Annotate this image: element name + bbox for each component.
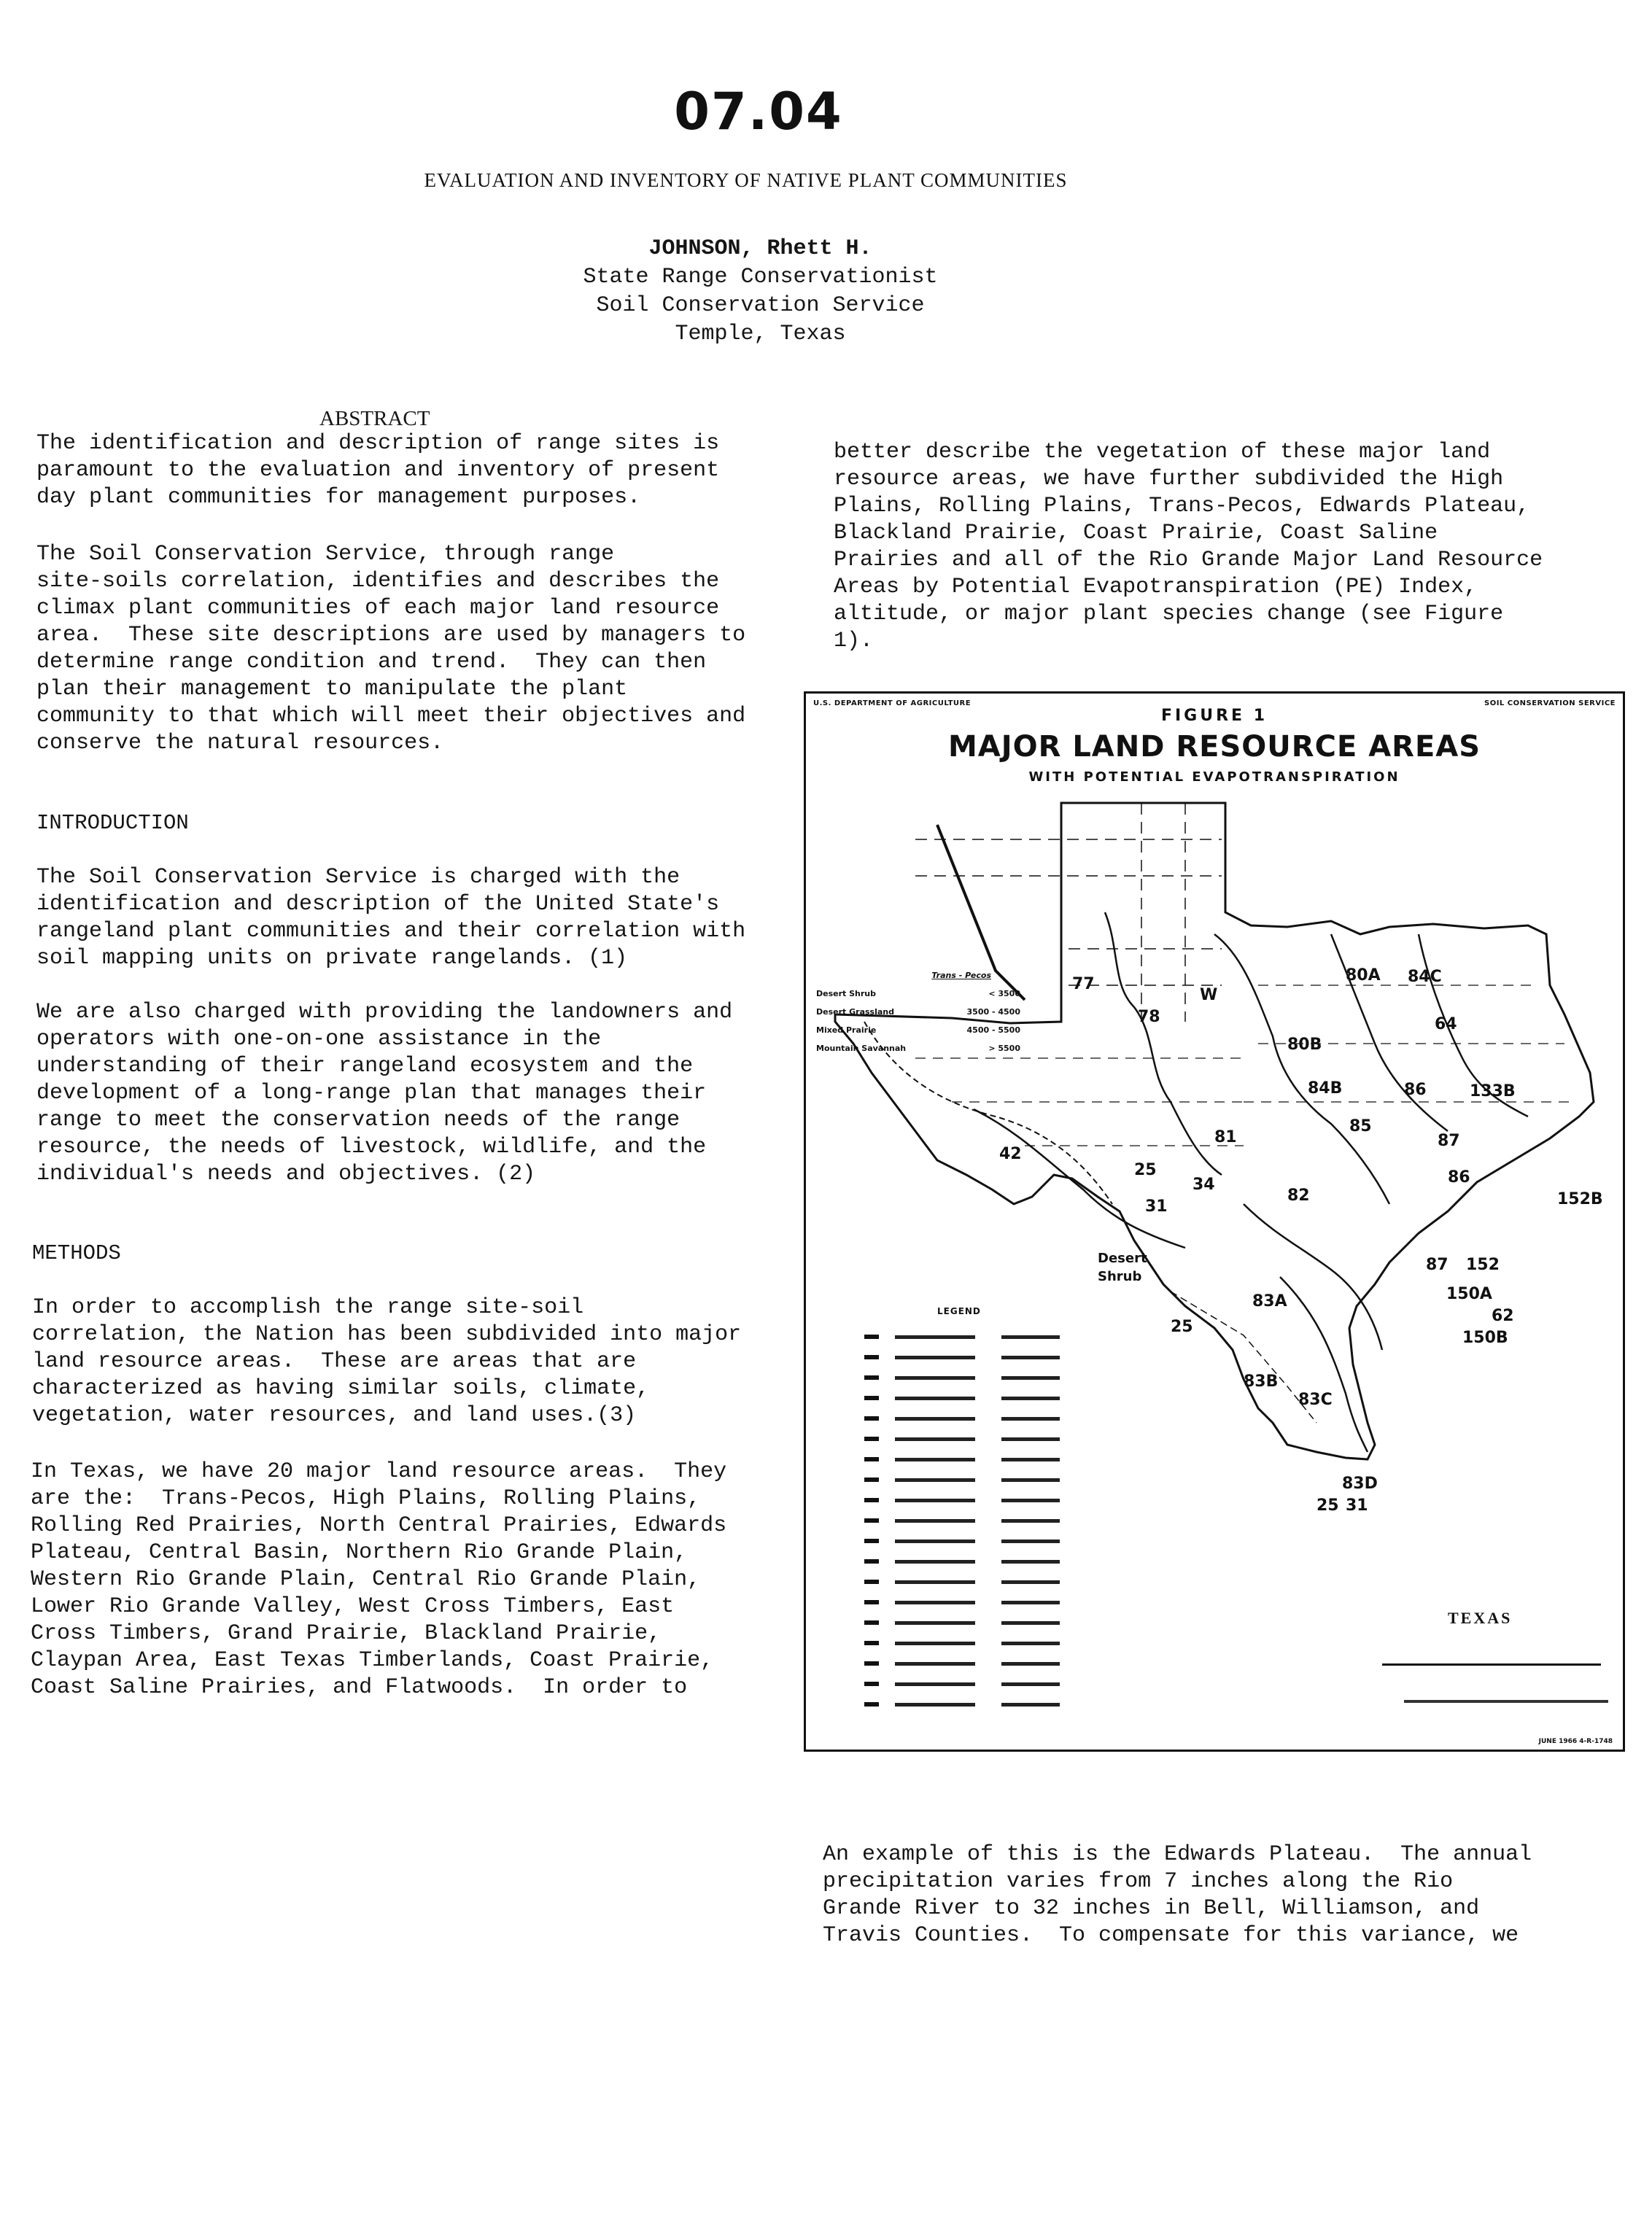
legend-row [850,1347,1069,1367]
text-line: Rolling Red Prairies, North Central Prairies, Edwards [31,1513,727,1538]
author-agency: Soil Conservation Service [596,293,925,318]
pe-row-range: 3500 - 4500 [966,1007,1020,1017]
figure-header-right: SOIL CONSERVATION SERVICE [1484,699,1616,707]
pe-legend [816,971,1020,1053]
abstract-heading: ABSTRACT [319,407,430,430]
text-line: Coast Saline Prairies, and Flatwoods. In order to [31,1675,688,1700]
area-label: 150A [1446,1285,1492,1303]
figure-date: JUNE 1966 4-R-1748 [1538,1738,1613,1745]
area-label: 150B [1462,1329,1508,1347]
text-line: day plant communities for management purposes. [36,485,641,510]
area-label: 80B [1287,1036,1322,1054]
area-label: 82 [1287,1187,1310,1205]
document-number: 07.04 [674,82,843,141]
pe-legend-title: Trans - Pecos [931,971,991,980]
figure-footer-marks [1404,1700,1608,1703]
text-line: better describe the vegetation of these major land [834,440,1491,465]
area-label: 31 [1145,1197,1168,1216]
figure-1 [804,691,1625,1752]
text-line: climax plant communities of each major land resource [36,596,720,621]
methods-paragraph-2 [31,1459,767,1701]
area-label: 80A [1346,966,1381,985]
area-label: 84B [1308,1079,1343,1098]
pe-legend-row [816,1007,1020,1017]
figure-label: FIGURE 1 [1160,707,1268,725]
figure-title: MAJOR LAND RESOURCE AREAS [947,730,1481,764]
pe-row-name: Desert Shrub [816,989,876,998]
area-label: W [1200,986,1218,1004]
legend-row [850,1510,1069,1531]
pe-legend-row [816,1025,1020,1035]
pe-row-name: Mixed Prairie [816,1025,877,1035]
area-label: 133B [1470,1082,1516,1100]
text-line: resource areas, we have further subdivided the High [834,467,1504,492]
area-label: 25 [1134,1161,1157,1179]
pe-legend-row [816,989,1020,998]
legend-row [850,1531,1069,1551]
text-line: The Soil Conservation Service is charged with the [36,865,680,890]
pe-row-range: > 5500 [988,1044,1020,1053]
text-line: resource, the needs of livestock, wildlife, and the [36,1135,707,1160]
legend-row [850,1449,1069,1469]
text-line: In order to accomplish the range site-soil [32,1295,584,1320]
text-line: Plateau, Central Basin, Northern Rio Grande Plain, [31,1540,688,1565]
boundary-line [1280,1277,1368,1452]
text-line: Prairies and all of the Rio Grande Major Land Resource [834,548,1543,572]
abstract-paragraph-1 [36,430,773,511]
state-name: TEXAS [1448,1609,1513,1627]
methods-paragraph-1 [32,1294,769,1429]
author-name: JOHNSON, Rhett H. [648,236,872,261]
text-line: determine range condition and trend. They can then [36,650,707,675]
author-position: State Range Conservationist [583,265,938,290]
text-line: altitude, or major plant species change (see Figure [834,602,1504,626]
boundary-line [1141,803,1185,1022]
area-label: 85 [1349,1117,1372,1135]
text-line: identification and description of the United State's [36,892,720,917]
introduction-paragraph-2 [36,999,773,1188]
text-line: Plains, Rolling Plains, Trans-Pecos, Edwards Plateau, [834,494,1530,519]
text-line: 1). [834,629,874,653]
legend-row [850,1551,1069,1572]
legend-row [850,1367,1069,1388]
abstract-paragraph-2 [36,541,773,757]
text-line: An example of this is the Edwards Plateau. The annual [823,1842,1532,1867]
legend-row [850,1408,1069,1429]
author-block [0,235,1521,349]
text-line: site-soils correlation, identifies and describes the [36,569,720,594]
area-label: 86 [1448,1168,1470,1187]
text-line: community to that which will meet their objectives and [36,704,746,729]
boundary-line [915,839,1222,985]
legend-row [850,1469,1069,1490]
figure-subtitle: WITH POTENTIAL EVAPOTRANSPIRATION [1028,769,1400,785]
text-line: individual's needs and objectives. (2) [36,1162,536,1187]
text-line: conserve the natural resources. [36,731,444,756]
pe-legend-row [816,1044,1020,1053]
pe-row-range: < 3500 [988,989,1020,998]
author-location: Temple, Texas [675,322,846,346]
legend-row [850,1388,1069,1408]
text-line: are the: Trans-Pecos, High Plains, Rolling Plains, [31,1486,701,1511]
map-legend [850,1306,1069,1715]
text-line: The Soil Conservation Service, through range [36,542,615,567]
text-line: characterized as having similar soils, climate, [32,1376,650,1401]
legend-row [850,1572,1069,1592]
text-line: Blackland Prairie, Coast Prairie, Coast Saline [834,521,1438,545]
pe-row-name: Desert Grassland [816,1007,894,1017]
area-label: 77 [1072,975,1095,993]
text-line: In Texas, we have 20 major land resource areas. They [31,1459,727,1484]
text-line: area. These site descriptions are used by managers to [36,623,746,648]
right-paragraph-2 [823,1841,1559,1949]
boundary-line [1105,912,1222,1175]
text-line: soil mapping units on private rangelands. (1) [36,946,628,971]
paper-title: EVALUATION AND INVENTORY OF NATIVE PLANT COMMUNITIES [424,169,1068,191]
area-label: 64 [1435,1015,1457,1033]
area-label: 152 [1466,1256,1500,1274]
area-label: 78 [1138,1008,1160,1026]
methods-heading: METHODS [32,1241,121,1265]
area-label: 86 [1404,1081,1427,1099]
scale-bar [1382,1663,1601,1666]
text-line: precipitation varies from 7 inches along the Rio [823,1869,1454,1894]
introduction-heading: INTRODUCTION [36,811,189,835]
legend-row [850,1327,1069,1347]
legend-row [850,1694,1069,1715]
area-label: 25 [1316,1496,1339,1515]
area-label: 25 [1171,1318,1193,1336]
legend-row [850,1612,1069,1633]
text-line: operators with one-on-one assistance in the [36,1027,602,1052]
text-line: understanding of their rangeland ecosystem and the [36,1054,694,1079]
text-line: Lower Rio Grande Valley, West Cross Timbers, East [31,1594,675,1619]
area-label: 84C [1408,968,1442,986]
legend-row [850,1674,1069,1694]
text-line: rangeland plant communities and their correlation with [36,919,746,944]
text-line: Claypan Area, East Texas Timberlands, Coast Prairie, [31,1648,714,1673]
text-line: land resource areas. These are areas that are [32,1349,637,1374]
area-label: 42 [999,1145,1022,1163]
boundary-line [1244,1204,1382,1350]
area-label: 62 [1492,1307,1514,1325]
legend-row [850,1429,1069,1449]
text-line: Western Rio Grande Plain, Central Rio Grande Plain, [31,1567,701,1592]
area-label: 83D [1342,1475,1378,1493]
text-line: vegetation, water resources, and land uses.(3) [32,1403,637,1428]
area-label: 31 [1346,1496,1368,1515]
area-label: 83B [1244,1372,1279,1391]
area-label: 34 [1193,1176,1215,1194]
map-text: Desert [1098,1251,1147,1266]
area-label: 87 [1426,1256,1449,1274]
pe-row-range: 4500 - 5500 [966,1025,1020,1035]
text-line: range to meet the conservation needs of the range [36,1108,680,1133]
text-line: Travis Counties. To compensate for this variance, we [823,1923,1519,1948]
area-label: 83C [1298,1391,1333,1409]
text-line: plan their management to manipulate the plant [36,677,628,702]
legend-title: LEGEND [937,1306,981,1316]
pe-row-name: Mountain Savannah [816,1044,907,1053]
figure-header-left: U.S. DEPARTMENT OF AGRICULTURE [813,699,972,707]
text-line: The identification and description of range sites is [36,431,720,456]
boundary-line [915,1058,1244,1146]
area-label: 83A [1252,1292,1287,1311]
legend-row [850,1653,1069,1674]
legend-row [850,1490,1069,1510]
text-line: Areas by Potential Evapotranspiration (PE) Index, [834,575,1478,599]
legend-row [850,1633,1069,1653]
text-line: development of a long-range plan that manages their [36,1081,707,1106]
area-label: 152B [1557,1190,1603,1208]
area-label: 81 [1214,1128,1237,1146]
text-line: Grande River to 32 inches in Bell, Williamson, and [823,1896,1480,1921]
text-line: Cross Timbers, Grand Prairie, Blackland Prairie, [31,1621,662,1646]
area-label: 87 [1438,1132,1460,1150]
introduction-paragraph-1 [36,864,773,972]
legend-row [850,1592,1069,1612]
text-line: correlation, the Nation has been subdivided into major [32,1322,742,1347]
map-text: Shrub [1098,1269,1142,1284]
text-line: We are also charged with providing the landowners and [36,1000,733,1025]
text-line: paramount to the evaluation and inventory of present [36,458,720,483]
right-paragraph-1 [834,439,1570,655]
